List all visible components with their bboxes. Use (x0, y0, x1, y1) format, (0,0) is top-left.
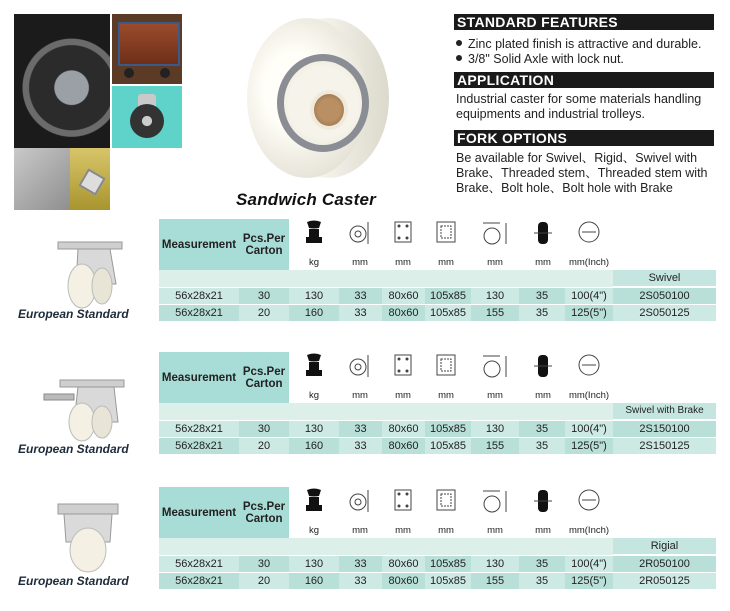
wheel-diameter-icon (565, 487, 613, 519)
unit-label: mm(Inch) (568, 390, 610, 401)
cell-diameter: 100(4") (565, 421, 613, 437)
wheel-diameter-icon (565, 352, 613, 384)
cell-diameter: 125(5") (565, 305, 613, 321)
unit-label: mm(Inch) (568, 257, 610, 268)
cell-load: 130 (289, 421, 339, 437)
cell-tread: 35 (519, 421, 565, 437)
cell-bolt: 105x85 (425, 288, 471, 304)
unit-label: mm (352, 390, 368, 401)
wheel-tread-icon (519, 487, 567, 519)
sandwich-wheel-image (237, 12, 397, 192)
caster-type-label: Swivel with Brake (613, 403, 716, 419)
cell-model: 2S150125 (613, 438, 716, 454)
cell-model: 2R050100 (613, 556, 716, 572)
measurement-header: Measurement (159, 487, 239, 538)
wheel-diameter-icon (565, 219, 613, 251)
product-label: European Standard (18, 442, 129, 456)
unit-label: kg (308, 257, 320, 268)
cell-model: 2S050125 (613, 305, 716, 321)
wheel-width-icon (339, 487, 381, 519)
measurement-header: Measurement (159, 219, 239, 270)
unit-label: mm (395, 257, 411, 268)
load-capacity-icon (292, 352, 336, 384)
cell-tread: 35 (519, 288, 565, 304)
unit-label: mm (352, 257, 368, 268)
bolt-pattern-icon (425, 219, 467, 251)
caster-type-label: Swivel (613, 270, 716, 286)
pcs-per-carton-header: Pcs.Per Carton (239, 487, 289, 538)
cell-load: 160 (289, 573, 339, 589)
cell-diameter: 100(4") (565, 288, 613, 304)
cell-width: 33 (339, 556, 382, 572)
cell-height: 130 (471, 421, 519, 437)
top-plate-icon (382, 487, 424, 519)
wheel-tread-icon (519, 352, 567, 384)
cell-width: 33 (339, 438, 382, 454)
unit-label: mm (487, 390, 503, 401)
cell-load: 130 (289, 556, 339, 572)
photo-black-rubber-wheel (14, 14, 110, 148)
overall-height-icon (471, 352, 519, 384)
cell-width: 33 (339, 288, 382, 304)
bolt-pattern-icon (425, 352, 467, 384)
cell-pcs: 20 (239, 573, 289, 589)
cell-height: 155 (471, 573, 519, 589)
cell-measurement: 56x28x21 (159, 288, 239, 304)
unit-label: mm(Inch) (568, 525, 610, 536)
swivel-brake-caster-image (38, 378, 130, 442)
cell-width: 33 (339, 573, 382, 589)
top-plate-icon (382, 352, 424, 384)
cell-measurement: 56x28x21 (159, 421, 239, 437)
cell-tread: 35 (519, 438, 565, 454)
rigid-caster-image (48, 502, 128, 574)
overall-height-icon (471, 219, 519, 251)
cell-plate: 80x60 (382, 438, 425, 454)
cell-pcs: 30 (239, 421, 289, 437)
cell-pcs: 30 (239, 288, 289, 304)
unit-label: mm (487, 257, 503, 268)
measurement-header: Measurement (159, 352, 239, 403)
cell-tread: 35 (519, 556, 565, 572)
cell-height: 130 (471, 556, 519, 572)
unit-label: mm (535, 525, 551, 536)
photo-wheel-closeup (14, 148, 110, 210)
cell-pcs: 30 (239, 556, 289, 572)
overall-height-icon (471, 487, 519, 519)
cell-plate: 80x60 (382, 288, 425, 304)
unit-label: mm (438, 257, 454, 268)
unit-label: mm (395, 525, 411, 536)
cell-tread: 35 (519, 305, 565, 321)
unit-label: mm (438, 525, 454, 536)
unit-label: mm (487, 525, 503, 536)
top-plate-icon (382, 219, 424, 251)
cell-measurement: 56x28x21 (159, 573, 239, 589)
cell-plate: 80x60 (382, 421, 425, 437)
cell-load: 160 (289, 305, 339, 321)
cell-diameter: 125(5") (565, 573, 613, 589)
features-heading: STANDARD FEATURES (454, 14, 714, 30)
cell-diameter: 100(4") (565, 556, 613, 572)
photo-caster-teal (112, 86, 182, 148)
pcs-per-carton-header: Pcs.Per Carton (239, 219, 289, 270)
product-caption: Sandwich Caster (236, 190, 376, 209)
wheel-width-icon (339, 352, 381, 384)
cell-measurement: 56x28x21 (159, 438, 239, 454)
cell-plate: 80x60 (382, 305, 425, 321)
cell-load: 160 (289, 438, 339, 454)
feature-item: Zinc plated finish is attractive and durable. (456, 37, 701, 52)
cell-bolt: 105x85 (425, 556, 471, 572)
cell-pcs: 20 (239, 305, 289, 321)
bolt-pattern-icon (425, 487, 467, 519)
product-label: European Standard (18, 574, 129, 588)
load-capacity-icon (292, 219, 336, 251)
feature-item: 3/8" Solid Axle with lock nut. (456, 52, 624, 67)
cell-height: 155 (471, 305, 519, 321)
cell-diameter: 125(5") (565, 438, 613, 454)
load-capacity-icon (292, 487, 336, 519)
cell-height: 130 (471, 288, 519, 304)
fork-options-text: Be available for Swivel、Rigid、Swivel with Brake、Threaded stem、Threaded stem with Brake、Bolt hole、Bolt hole with Brake (456, 151, 708, 195)
cell-measurement: 56x28x21 (159, 556, 239, 572)
unit-label: mm (535, 257, 551, 268)
unit-label: kg (308, 390, 320, 401)
cell-measurement: 56x28x21 (159, 305, 239, 321)
caster-type-label: Rigial (613, 538, 716, 554)
cell-tread: 35 (519, 573, 565, 589)
cell-bolt: 105x85 (425, 421, 471, 437)
unit-label: mm (395, 390, 411, 401)
cell-bolt: 105x85 (425, 305, 471, 321)
cell-plate: 80x60 (382, 573, 425, 589)
cell-bolt: 105x85 (425, 438, 471, 454)
application-text: Industrial caster for some materials handling equipments and industrial trolleys. (456, 92, 702, 121)
product-label: European Standard (18, 307, 129, 321)
fork-options-heading: FORK OPTIONS (454, 130, 714, 146)
photo-cart (112, 14, 182, 84)
cell-model: 2S150100 (613, 421, 716, 437)
cell-pcs: 20 (239, 438, 289, 454)
pcs-per-carton-header: Pcs.Per Carton (239, 352, 289, 403)
cell-height: 155 (471, 438, 519, 454)
cell-plate: 80x60 (382, 556, 425, 572)
unit-label: mm (535, 390, 551, 401)
cell-bolt: 105x85 (425, 573, 471, 589)
wheel-tread-icon (519, 219, 567, 251)
unit-label: mm (438, 390, 454, 401)
cell-load: 130 (289, 288, 339, 304)
unit-label: kg (308, 525, 320, 536)
unit-label: mm (352, 525, 368, 536)
cell-model: 2S050100 (613, 288, 716, 304)
cell-width: 33 (339, 305, 382, 321)
swivel-caster-image (38, 238, 128, 310)
cell-model: 2R050125 (613, 573, 716, 589)
application-heading: APPLICATION (454, 72, 714, 88)
cell-width: 33 (339, 421, 382, 437)
wheel-width-icon (339, 219, 381, 251)
